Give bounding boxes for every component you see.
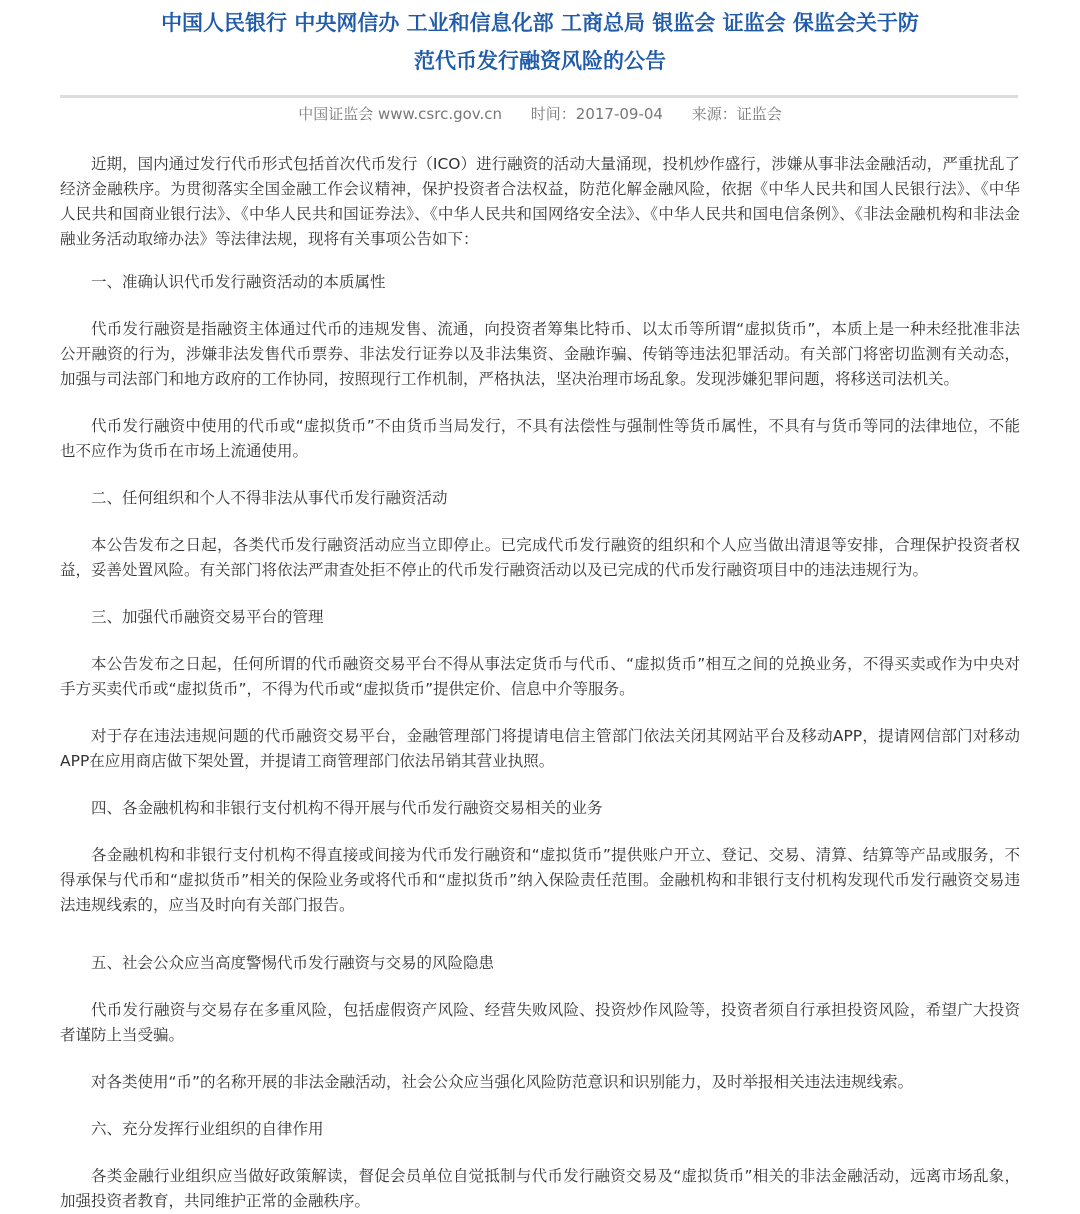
page-title-line-1: 中国人民银行 中央网信办 工业和信息化部 工商总局 银监会 证监会 保监会关于防 xyxy=(161,11,919,35)
section-5-paragraph-2: 对各类使用“币”的名称开展的非法金融活动，社会公众应当强化风险防范意识和识别能力，及时举报相关违法违规线索。 xyxy=(91,1073,914,1091)
meta-publish-time: 时间：2017-09-04 xyxy=(530,105,663,123)
section-5-paragraph-1: 代币发行融资与交易存在多重风险，包括虚假资产风险、经营失败风险、投资炒作风险等，投资者须自行承担投资风险，希望广大投资者谨防上当受骗。 xyxy=(60,1001,1020,1044)
meta-origin: 来源：证监会 xyxy=(691,105,782,123)
section-heading-4: 四、各金融机构和非银行支付机构不得开展与代币发行融资交易相关的业务 xyxy=(91,799,603,817)
intro-paragraph: 近期，国内通过发行代币形式包括首次代币发行（ICO）进行融资的活动大量涌现，投机炒作盛行，涉嫌从事非法金融活动，严重扰乱了经济金融秩序。为贯彻落实全国金融工作会议精神，保护投资者合法权益，防范化解金融风险，依据《中华人民共和国人民银行法》、《中华人民共和国商业银行法》、《中华人民共和国证券法》、《中华人民共和国网络安全法》、《中华人民共和国电信条例》、《非法金融机构和非法金融业务活动取缔办法》等法律法规，现将有关事项公告如下： xyxy=(60,155,1020,248)
section-2-paragraph-1: 本公告发布之日起，各类代币发行融资活动应当立即停止。已完成代币发行融资的组织和个人应当做出清退等安排，合理保护投资者权益，妥善处置风险。有关部门将依法严肃查处拒不停止的代币发行融资活动以及已完成的代币发行融资项目中的违法违规行为。 xyxy=(60,536,1020,579)
section-1-paragraph-2: 代币发行融资中使用的代币或“虚拟货币”不由货币当局发行，不具有法偿性与强制性等货币属性，不具有与货币等同的法律地位，不能也不应作为货币在市场上流通使用。 xyxy=(60,417,1020,460)
meta-source-site: 中国证监会 www.csrc.gov.cn xyxy=(298,105,503,123)
section-1-paragraph-1: 代币发行融资是指融资主体通过代币的违规发售、流通，向投资者筹集比特币、以太币等所谓“虚拟货币”，本质上是一种未经批准非法公开融资的行为，涉嫌非法发售代币票券、非法发行证券以及非法集资、金融诈骗、传销等违法犯罪活动。有关部门将密切监测有关动态，加强与司法部门和地方政府的工作协同，按照现行工作机制，严格执法，坚决治理市场乱象。发现涉嫌犯罪问题，将移送司法机关。 xyxy=(60,320,1020,388)
section-3-paragraph-1: 本公告发布之日起，任何所谓的代币融资交易平台不得从事法定货币与代币、“虚拟货币”相互之间的兑换业务，不得买卖或作为中央对手方买卖代币或“虚拟货币”，不得为代币或“虚拟货币”提供定价、信息中介等服务。 xyxy=(60,655,1020,698)
section-3-paragraph-2: 对于存在违法违规问题的代币融资交易平台，金融管理部门将提请电信主管部门依法关闭其网站平台及移动APP，提请网信部门对移动APP在应用商店做下架处置，并提请工商管理部门依法吊销其营业执照。 xyxy=(60,727,1020,770)
section-4-paragraph-1: 各金融机构和非银行支付机构不得直接或间接为代币发行融资和“虚拟货币”提供账户开立、登记、交易、清算、结算等产品或服务，不得承保与代币和“虚拟货币”相关的保险业务或将代币和“虚拟货币”纳入保险责任范围。金融机构和非银行支付机构发现代币发行融资交易违法违规线索的，应当及时向有关部门报告。 xyxy=(60,846,1020,914)
title-divider xyxy=(60,95,1018,98)
section-6-paragraph-1: 各类金融行业组织应当做好政策解读，督促会员单位自觉抵制与代币发行融资交易及“虚拟货币”相关的非法金融活动，远离市场乱象，加强投资者教育，共同维护正常的金融秩序。 xyxy=(60,1167,1020,1210)
section-heading-5: 五、社会公众应当高度警惕代币发行融资与交易的风险隐患 xyxy=(91,954,495,972)
article-meta xyxy=(60,102,1020,126)
section-heading-1: 一、准确认识代币发行融资活动的本质属性 xyxy=(91,273,386,291)
section-heading-2: 二、任何组织和个人不得非法从事代币发行融资活动 xyxy=(91,489,448,507)
article-body xyxy=(60,152,1020,1214)
section-heading-3: 三、加强代币融资交易平台的管理 xyxy=(91,608,324,626)
page-title-line-2: 范代币发行融资风险的公告 xyxy=(414,49,666,73)
section-heading-6: 六、充分发挥行业组织的自律作用 xyxy=(91,1120,324,1138)
